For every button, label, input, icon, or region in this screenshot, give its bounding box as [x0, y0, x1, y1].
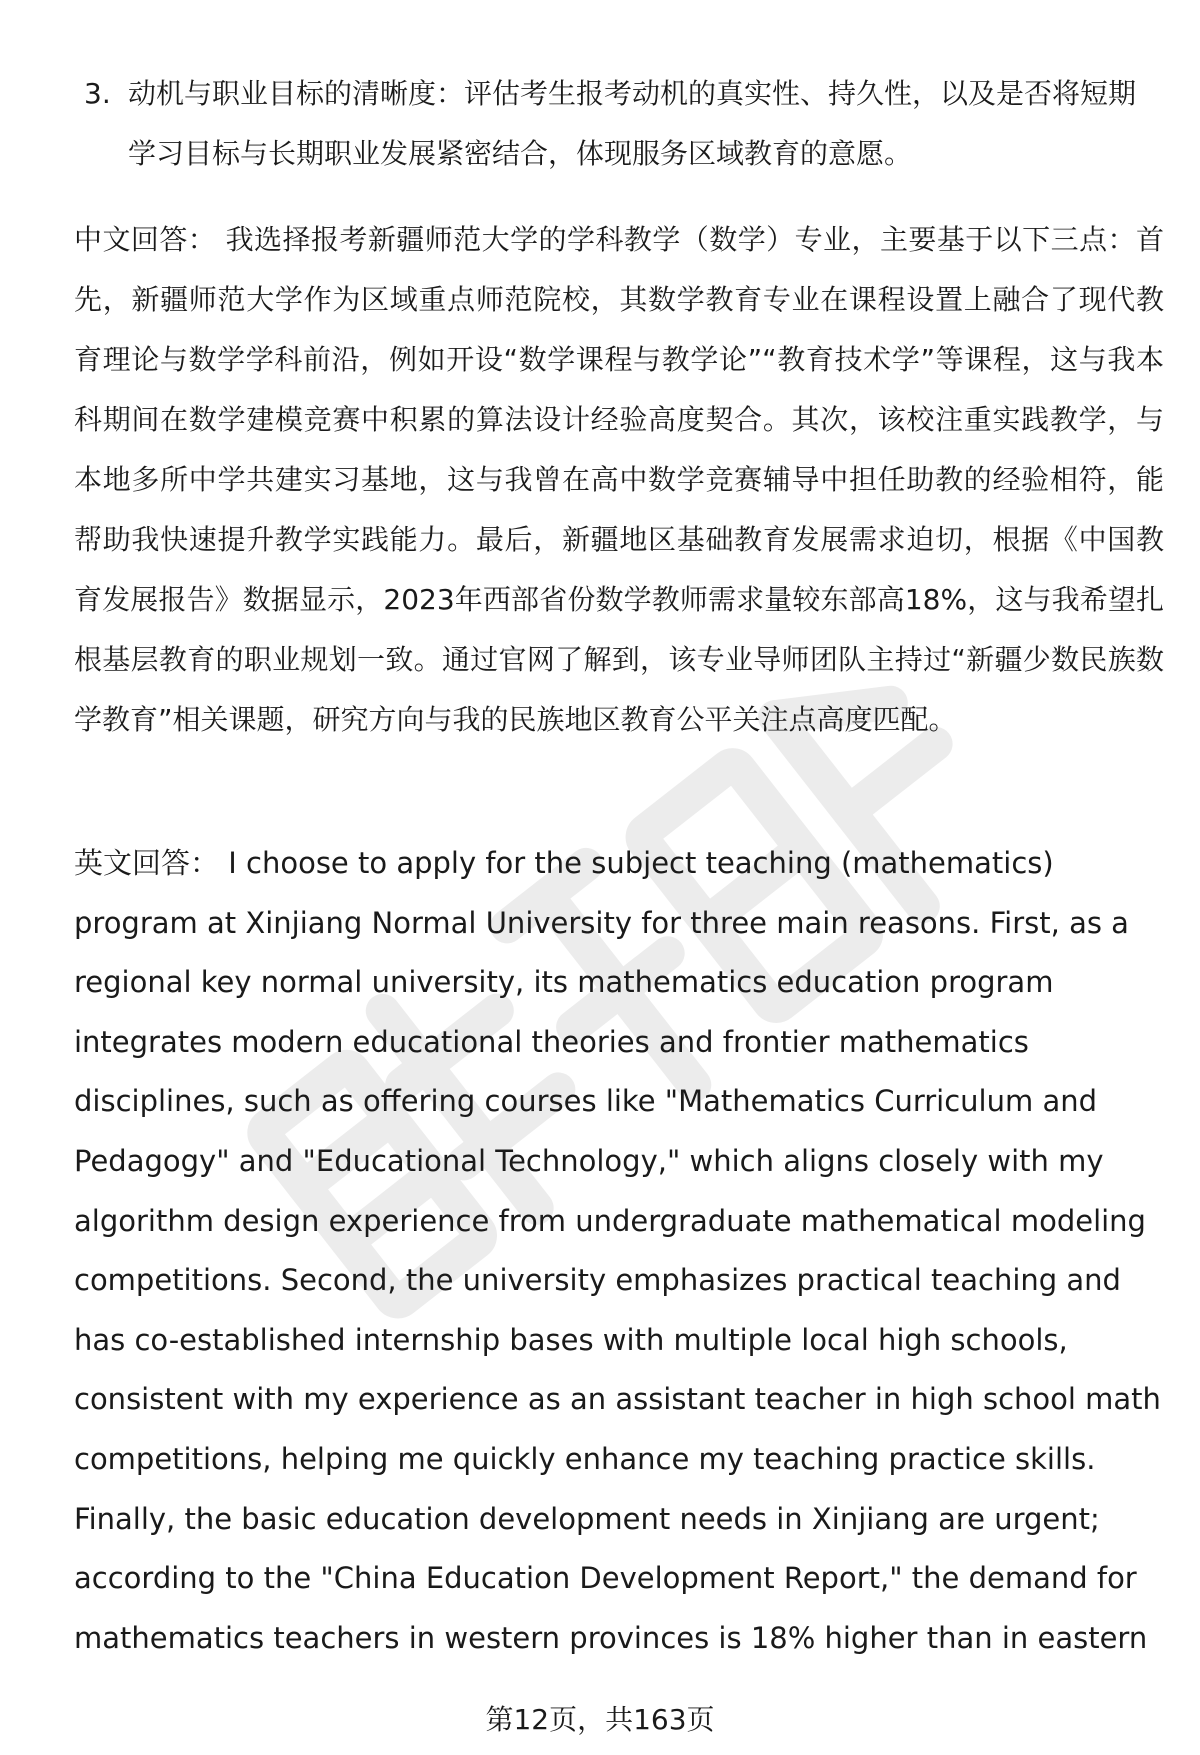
chinese-answer-label: 中文回答：: [74, 223, 217, 256]
criteria-list-item: [84, 64, 1144, 184]
page-footer: [0, 1700, 1200, 1740]
page-number: 第12页，共163页: [485, 1703, 715, 1736]
chinese-answer-text: 我选择报考新疆师范大学的学科教学（数学）专业，主要基于以下三点：首先，新疆师范大学作为区域重点师范院校，其数学教育专业在课程设置上融合了现代教育理论与数学学科前沿，例如开设“数学课程与教学论”“教育技术学”等课程，这与我本科期间在数学建模竞赛中积累的算法设计经验高度契合。其次，该校注重实践教学，与本地多所中学共建实习基地，这与我曾在高中数学竞赛辅导中担任助教的经验相符，能帮助我快速提升教学实践能力。最后，新疆地区基础教育发展需求迫切，根据《中国教育发展报告》数据显示，2023年西部省份数学教师需求量较东部高18%，这与我希望扎根基层教育的职业规划一致。通过官网了解到，该专业导师团队主持过“新疆少数民族数学教育”相关课题，研究方向与我的民族地区教育公平关注点高度匹配。: [74, 223, 1164, 736]
list-item-text: 动机与职业目标的清晰度：评估考生报考动机的真实性、持久性，以及是否将短期学习目标与长期职业发展紧密结合，体现服务区域教育的意愿。: [128, 77, 1137, 170]
english-answer-text: I choose to apply for the subject teaching (mathematics) program at Xinjiang Normal University for three main reasons. First, as a regional key normal university, its mathematics education program integrates modern educational theories and frontier mathematics disciplines, such as offering courses like "Mathematics Curriculum and Pedagogy" and "Educational Technology," which aligns closely with my algorithm design experience from undergraduate mathematical modeling competitions. Second, the university emphasizes practical teaching and has co-established internship bases with multiple local high schools, consistent with my experience as an assistant teacher in high school math competitions, helping me quickly enhance my teaching practice skills. Finally, the basic education development needs in Xinjiang are urgent; according to the "China Education Development Report," the demand for mathematics teachers in western provinces is 18% higher than in eastern: [74, 846, 1161, 1655]
list-number: 3.: [84, 77, 111, 110]
english-answer-label: 英文回答：: [74, 846, 220, 880]
english-answer: [74, 834, 1164, 1668]
chinese-answer: [74, 210, 1164, 750]
